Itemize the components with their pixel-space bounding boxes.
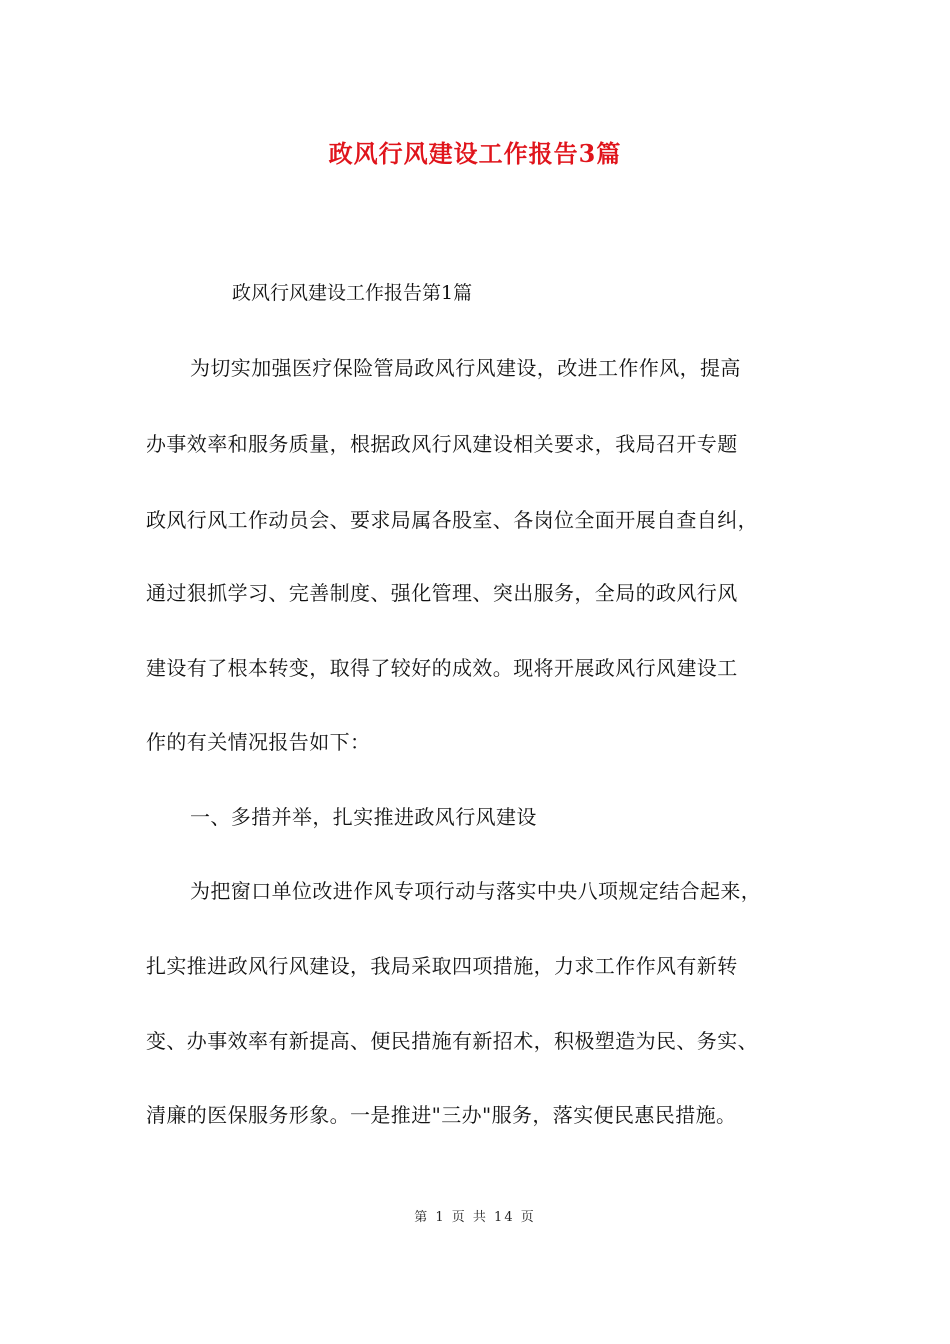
paragraph-line: 政风行风工作动员会、要求局属各股室、各岗位全面开展自查自纠，: [146, 508, 758, 532]
section-heading: 一、多措并举，扎实推进政风行风建设: [190, 805, 537, 829]
document-title: 政风行风建设工作报告3篇: [328, 139, 622, 168]
section-subtitle: 政风行风建设工作报告第1篇: [232, 282, 473, 304]
paragraph-line: 为切实加强医疗保险管局政风行风建设，改进工作作风，提高: [190, 356, 741, 380]
paragraph-line: 扎实推进政风行风建设，我局采取四项措施，力求工作作风有新转: [146, 954, 738, 978]
page-number-footer: 第 1 页 共 14 页: [414, 1210, 536, 1225]
paragraph-line: 建设有了根本转变，取得了较好的成效。现将开展政风行风建设工: [146, 656, 738, 680]
paragraph-line: 作的有关情况报告如下：: [146, 730, 371, 754]
paragraph-line: 清廉的医保服务形象。一是推进"三办"服务，落实便民惠民措施。: [146, 1103, 737, 1127]
paragraph-line: 变、办事效率有新提高、便民措施有新招术，积极塑造为民、务实、: [146, 1029, 758, 1053]
paragraph-line: 为把窗口单位改进作风专项行动与落实中央八项规定结合起来，: [190, 879, 762, 903]
paragraph-line: 通过狠抓学习、完善制度、强化管理、突出服务，全局的政风行风: [146, 581, 738, 605]
paragraph-line: 办事效率和服务质量，根据政风行风建设相关要求，我局召开专题: [146, 432, 738, 456]
